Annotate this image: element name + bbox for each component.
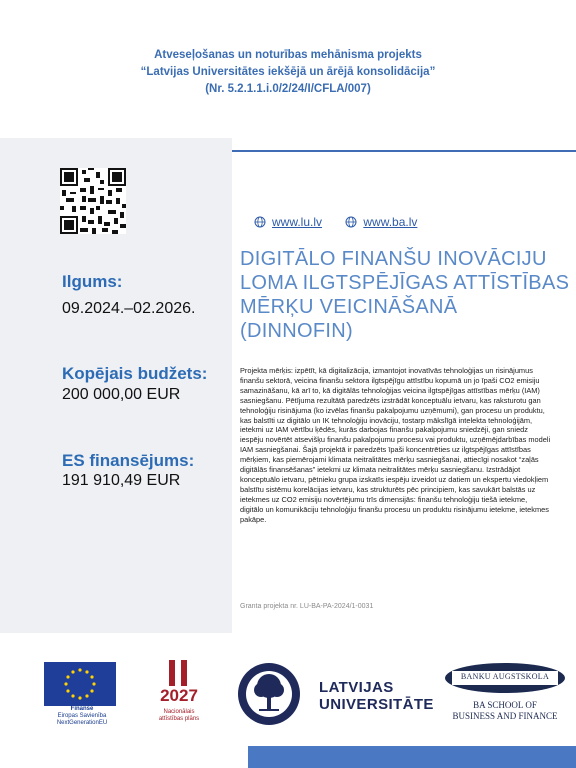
duration-label: Ilgums: bbox=[62, 272, 123, 291]
globe-icon bbox=[345, 216, 357, 228]
section-divider bbox=[232, 138, 576, 152]
lu-wordmark-line-2: UNIVERSITĀTE bbox=[319, 696, 434, 713]
bottom-accent-bar bbox=[248, 746, 576, 768]
header-line-2: “Latvijas Universitātes iekšējā un ārējā konsolidācija” bbox=[140, 66, 436, 78]
qr-code-icon[interactable] bbox=[60, 168, 126, 234]
project-header bbox=[0, 47, 576, 98]
budget-value: 200 000,00 EUR bbox=[62, 386, 181, 403]
eu-flag-logo bbox=[44, 662, 116, 706]
project-description: Projekta mērķis: izpētīt, kā digitalizācija, izmantojot inovatīvās tehnoloģijas un risinājumus finanšu sektorā, veicina finanšu sektora ilgtspējīgu attīstību kopumā un jo īpaši CO2 emisiju samazināšanu, kā arī to, kā digitālās tehnoloģijas veicina ilgtspējīgas attīstības mērķu (IAM) sasniegšanu. Pētījuma rezultātā paredzēts izstrādāt konceptuālu ietvaru, kas raksturotu gan tehnoloģiju risinājuma (ko izvēlas finanšu pakalpojumu uzņēmumi), gan procesu un produktu, kas balstīti uz digitālo un IK tehnoloģiju inovāciju, tostarp mākslīgā intelekta tehnoloģijām, ietekmi uz IAM vērtību ķēdēs, kurās darbojas finanšu pakalpojumu sniedzēji, gan sniedz iespēju novērtēt atsevišķu finanšu pakalpojumu procesu vai produktu, uzņēmējdarbības modeli IAM sasniegšanai. Šajā projektā ir paredzēts īpaši koncentrēties uz ilgtspējīgas attīstības mērķiem, kas piemērojami klimata neitralitātes mērķu sasniegšanai, attiecīgi nosakot “zaļās digitālās finansēšanas” ietekmi uz klimata neitralitātes mērķu sasniegšanu. Izstrādājot konceptuālo ietvaru, pētnieku grupa izskatīs iespēju izveidot uz datiem un ekspertu viedokļiem balstītu sistēmu korelācijas ietvaru, kas strukturēts pēc principiem, kas savukārt balstās uz ietekmes uz CO2 emisiju novērtējumu trīs dimensijās: finanšu tehnoloģiju tiešā ietekme, digitālo un komunikāciju tehnoloģiju finanšu procesu un produktu risinājumu ietekme, ietekmes pakāpe. bbox=[240, 366, 551, 524]
ba-badge-text: BANKU AUGSTSKOLA bbox=[460, 672, 550, 681]
eu-funding-value: 191 910,49 EUR bbox=[62, 472, 181, 489]
lu-wordmark bbox=[319, 679, 434, 713]
header-line-1: Atveseļošanas un noturības mehānisma projekts bbox=[154, 49, 422, 61]
eu-caption-line-2: Eiropas Savienība bbox=[57, 713, 107, 719]
ba-caption bbox=[440, 700, 570, 722]
ba-website-link[interactable] bbox=[345, 215, 417, 229]
eu-caption-line-1: Finansē bbox=[70, 706, 94, 712]
title-line-3: MĒRĶU VEICINĀŠANĀ bbox=[240, 296, 458, 318]
globe-icon bbox=[254, 216, 266, 228]
nap-bars-icon bbox=[167, 660, 191, 686]
project-title bbox=[240, 247, 570, 343]
title-line-1: DIGITĀLO FINANŠU INOVĀCIJU bbox=[240, 248, 547, 270]
nap-year: 2027 bbox=[160, 686, 198, 705]
duration-value: 09.2024.–02.2026. bbox=[62, 300, 196, 317]
eu-caption-line-3: NextGenerationEU bbox=[56, 720, 108, 726]
header-line-3: (Nr. 5.2.1.1.i.0/2/24/I/CFLA/007) bbox=[205, 83, 371, 95]
ba-website-label: www.ba.lv bbox=[363, 215, 418, 229]
nap-caption-line-2: attīstības plāns bbox=[158, 716, 200, 722]
lu-website-link[interactable] bbox=[254, 215, 322, 229]
lu-website-label: www.lu.lv bbox=[272, 215, 323, 229]
grant-number: Granta projekta nr. LU-BA-PA-2024/1-0031 bbox=[240, 603, 374, 610]
title-line-2: LOMA ILGTSPĒJĪGAS ATTĪSTĪBAS bbox=[240, 272, 570, 294]
title-line-4: (DINNOFIN) bbox=[240, 320, 353, 342]
eu-caption bbox=[42, 706, 122, 727]
website-links bbox=[254, 215, 437, 231]
nap-caption-line-1: Nacionālais bbox=[163, 709, 195, 715]
eu-funding-label: ES finansējums: bbox=[62, 451, 195, 470]
lu-tree-seal-icon bbox=[237, 662, 301, 726]
lu-wordmark-line-1: LATVIJAS bbox=[319, 679, 394, 696]
ba-caption-line-1: BA SCHOOL OF bbox=[473, 700, 537, 710]
budget-label: Kopējais budžets: bbox=[62, 364, 208, 383]
nap-caption bbox=[150, 709, 208, 723]
ba-caption-line-2: BUSINESS AND FINANCE bbox=[452, 711, 558, 721]
